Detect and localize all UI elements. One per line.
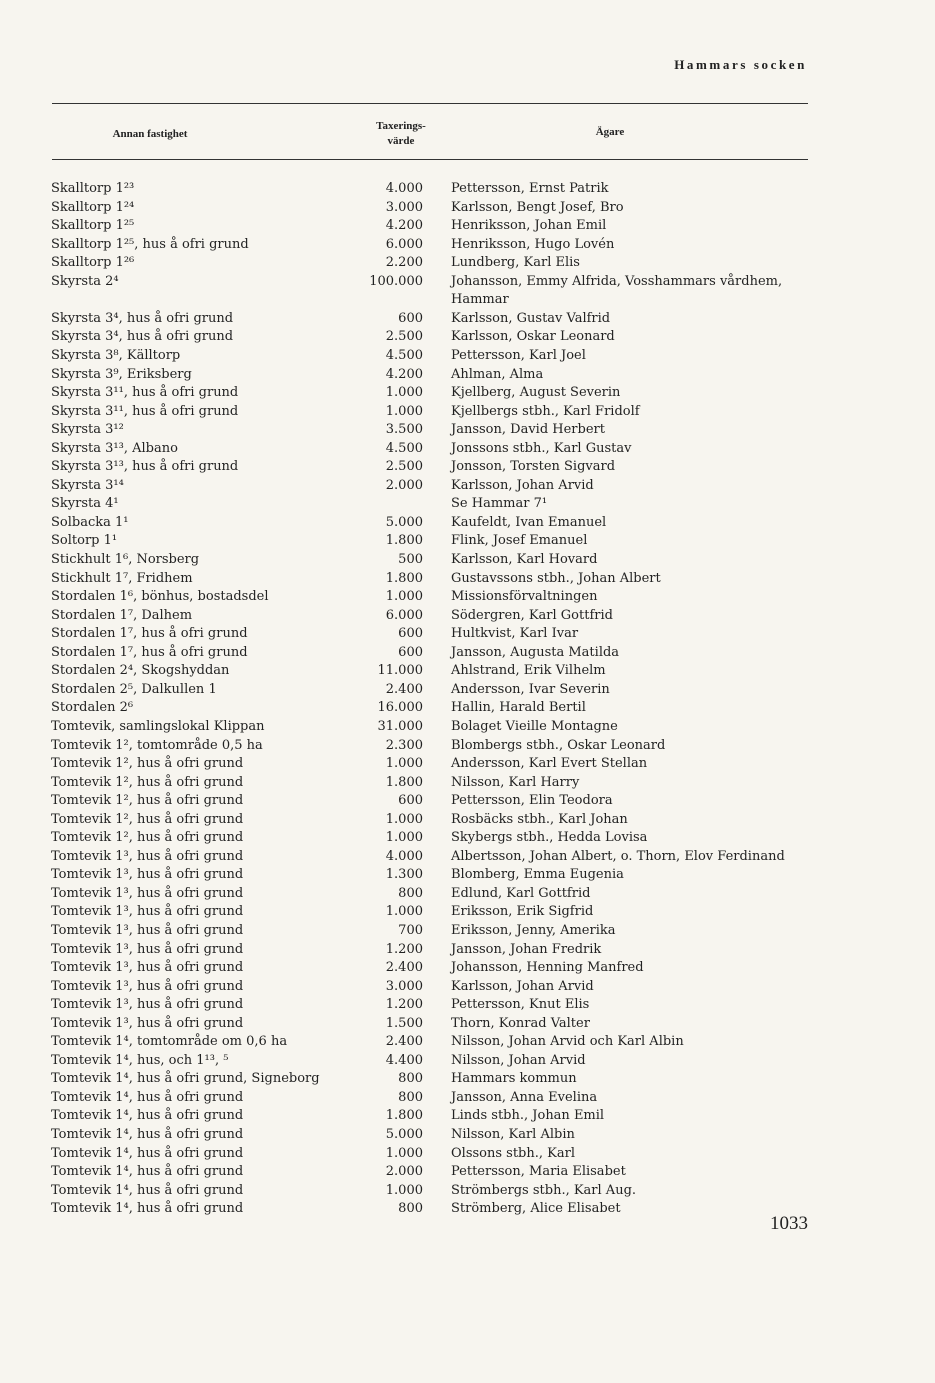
table-row [0,217,935,236]
value-cell: 1.000 [385,811,423,827]
owner-cell: Pettersson, Maria Elisabet [451,1164,626,1180]
property-cell: Tomtevik 1⁴, tomtområde om 0,6 ha [51,1034,288,1050]
table-row [0,903,935,922]
owner-cell: Jonsson, Torsten Sigvard [451,459,616,475]
table-row [0,1089,935,1108]
property-cell: Tomtevik 1², hus å ofri grund [51,756,244,772]
table-row [0,941,935,960]
value-cell: 1.300 [385,867,423,883]
owner-cell: Kaufeldt, Ivan Emanuel [451,514,607,530]
table-row [0,848,935,867]
owner-cell: Karlsson, Bengt Josef, Bro [451,199,624,215]
table-row [0,254,935,273]
table-row [0,514,935,533]
property-cell: Solbacka 1¹ [51,514,129,530]
value-cell: 1.000 [385,830,423,846]
owner-cell: Flink, Josef Emanuel [451,533,588,549]
property-cell: Tomtevik 1⁴, hus å ofri grund, Signeborg [51,1071,320,1087]
property-cell: Skalltorp 1²⁵, hus å ofri grund [51,236,249,252]
value-cell: 2.400 [385,681,423,697]
property-cell: Tomtevik 1³, hus å ofri grund [51,1015,244,1031]
table-row [0,366,935,385]
property-cell: Tomtevik 1⁴, hus å ofri grund [51,1182,244,1198]
value-cell: 1.500 [385,1015,423,1031]
value-cell: 1.000 [385,385,423,401]
owner-cell: Pettersson, Karl Joel [451,348,586,364]
owner-cell: Bolaget Vieille Montagne [451,718,618,734]
table-row [0,737,935,756]
table-row [0,922,935,941]
property-cell: Tomtevik 1⁴, hus å ofri grund [51,1108,244,1124]
owner-cell: Strömberg, Alice Elisabet [451,1201,621,1217]
table-row [0,570,935,589]
owner-cell: Jansson, David Herbert [451,422,605,438]
property-cell: Skalltorp 1²⁵ [51,218,135,234]
value-cell: 800 [398,1201,423,1217]
value-cell: 31.000 [377,718,423,734]
value-cell: 1.800 [385,570,423,586]
value-cell: 2.500 [385,459,423,475]
value-cell: 5.000 [385,514,423,530]
property-cell: Tomtevik 1⁴, hus å ofri grund [51,1126,244,1142]
owner-cell: Johansson, Henning Manfred [451,960,644,976]
owner-cell: Skybergs stbh., Hedda Lovisa [451,830,648,846]
value-cell: 2.000 [385,477,423,493]
value-cell: 1.800 [385,533,423,549]
table-row [0,978,935,997]
property-cell: Skyrsta 3⁴, hus å ofri grund [51,329,234,345]
table-row [0,644,935,663]
owner-cell: Blombergs stbh., Oskar Leonard [451,737,666,753]
table-row [0,959,935,978]
value-cell: 1.000 [385,1145,423,1161]
property-cell: Tomtevik 1⁴, hus, och 1¹³, ⁵ [51,1052,229,1068]
owner-cell: Nilsson, Karl Harry [451,774,580,790]
table-row [0,403,935,422]
value-cell: 1.800 [385,1108,423,1124]
header-rule-bottom [52,159,808,160]
table-row [0,421,935,440]
property-cell: Tomtevik 1⁴, hus å ofri grund [51,1201,244,1217]
property-cell: Skalltorp 1²³ [51,181,135,196]
table-row [0,440,935,459]
property-cell: Stordalen 1⁷, Dalhem [51,607,193,623]
property-cell: Tomtevik 1³, hus å ofri grund [51,997,244,1013]
owner-cell: Jansson, Anna Evelina [451,1089,598,1105]
value-cell: 3.500 [385,422,423,438]
owner-cell: Nilsson, Johan Arvid och Karl Albin [451,1034,684,1050]
value-cell: 4.000 [385,848,423,864]
owner-cell: Nilsson, Johan Arvid [451,1052,586,1068]
owner-cell: Thorn, Konrad Valter [451,1015,590,1031]
property-cell: Skyrsta 2⁴ [51,273,119,289]
table-row [0,384,935,403]
property-cell: Tomtevik, samlingslokal Klippan [51,718,265,734]
owner-cell: Strömbergs stbh., Karl Aug. [451,1182,637,1198]
table-row [0,755,935,774]
owner-cell: Jonssons stbh., Karl Gustav [451,440,632,456]
property-cell: Tomtevik 1⁴, hus å ofri grund [51,1145,244,1161]
value-cell: 16.000 [377,700,423,716]
value-cell: 600 [398,793,423,809]
value-cell: 600 [398,310,423,326]
column-header-owner: Ägare [595,126,625,138]
property-cell: Stordalen 2⁵, Dalkullen 1 [51,681,217,697]
value-cell: 6.000 [385,236,423,252]
value-cell: 2.500 [385,329,423,345]
table-row [0,662,935,681]
table-row [0,1070,935,1089]
property-cell: Tomtevik 1⁴, hus å ofri grund [51,1089,244,1105]
property-cell: Tomtevik 1², tomtområde 0,5 ha [51,737,263,753]
owner-cell: Ahlman, Alma [451,366,544,382]
table-row [0,607,935,626]
value-cell: 4.000 [385,181,423,196]
table-row [0,1015,935,1034]
property-cell: Skyrsta 4¹ [51,496,119,512]
value-cell: 3.000 [385,978,423,994]
table-row [0,180,935,199]
property-cell: Tomtevik 1³, hus å ofri grund [51,848,244,864]
value-cell: 1.200 [385,997,423,1013]
owner-cell: Gustavssons stbh., Johan Albert [451,570,661,586]
property-cell: Skyrsta 3¹³, hus å ofri grund [51,459,239,475]
table-row [0,551,935,570]
value-cell: 800 [398,885,423,901]
table-row [0,866,935,885]
table-row [0,829,935,848]
table-row [0,1163,935,1182]
table-row [0,347,935,366]
property-cell: Stickhult 1⁷, Fridhem [51,570,193,586]
owner-cell: Karlsson, Karl Hovard [451,552,598,568]
property-cell: Stordalen 2⁶ [51,700,134,716]
table-row [0,699,935,718]
table-row [0,885,935,904]
owner-cell: Jansson, Johan Fredrik [451,941,602,957]
table-row [0,328,935,347]
property-cell: Stordalen 1⁷, hus å ofri grund [51,626,248,642]
owner-cell: Blomberg, Emma Eugenia [451,867,624,883]
value-cell: 4.500 [385,348,423,364]
value-cell: 100.000 [369,273,423,289]
table-row [0,273,935,310]
property-cell: Soltorp 1¹ [51,533,118,549]
table-row [0,236,935,255]
property-cell: Tomtevik 1⁴, hus å ofri grund [51,1164,244,1180]
table-row [0,1126,935,1145]
owner-cell: Nilsson, Karl Albin [451,1126,575,1142]
table-row [0,1145,935,1164]
page-number: 1033 [770,1213,808,1234]
owner-cell: Pettersson, Ernst Patrik [451,181,609,196]
property-cell: Tomtevik 1³, hus å ofri grund [51,867,244,883]
value-cell: 600 [398,644,423,660]
owner-cell: Johansson, Emmy Alfrida, Vosshammars vårdhem, Hammar [451,273,783,307]
owner-cell: Karlsson, Johan Arvid [451,477,594,493]
value-cell: 2.300 [385,737,423,753]
column-header-value: Taxerings- värde [376,120,426,147]
value-cell: 700 [398,922,423,938]
value-cell: 1.200 [385,941,423,957]
property-cell: Tomtevik 1³, hus å ofri grund [51,960,244,976]
owner-cell: Ahlstrand, Erik Vilhelm [451,663,606,679]
owner-cell: Edlund, Karl Gottfrid [451,885,591,901]
value-cell: 1.000 [385,589,423,605]
owner-cell: Linds stbh., Johan Emil [451,1108,605,1124]
owner-cell: Henriksson, Johan Emil [451,218,607,234]
property-cell: Skyrsta 3¹² [51,422,124,438]
owner-cell: Karlsson, Gustav Valfrid [451,310,611,326]
property-cell: Stordalen 2⁴, Skogshyddan [51,663,230,679]
table-row [0,996,935,1015]
property-cell: Tomtevik 1³, hus å ofri grund [51,904,244,920]
owner-cell: Andersson, Ivar Severin [451,681,610,697]
value-cell: 4.500 [385,440,423,456]
value-cell: 1.000 [385,1182,423,1198]
running-title: Hammars socken [674,57,807,72]
property-cell: Stickhult 1⁶, Norsberg [51,552,200,568]
property-cell: Skyrsta 3⁴, hus å ofri grund [51,310,234,326]
owner-cell: Lundberg, Karl Elis [451,255,580,271]
value-cell: 2.000 [385,1164,423,1180]
property-cell: Tomtevik 1², hus å ofri grund [51,811,244,827]
owner-cell: Pettersson, Elin Teodora [451,793,613,809]
property-cell: Skyrsta 3¹⁴ [51,477,124,493]
property-cell: Tomtevik 1², hus å ofri grund [51,830,244,846]
owner-cell: Jansson, Augusta Matilda [451,644,620,660]
owner-cell: Kjellbergs stbh., Karl Fridolf [451,403,640,419]
property-cell: Stordalen 1⁷, hus å ofri grund [51,644,248,660]
table-row [0,1052,935,1071]
owner-cell: Karlsson, Oskar Leonard [451,329,615,345]
table-row [0,718,935,737]
value-cell: 11.000 [377,663,423,679]
value-cell: 800 [398,1071,423,1087]
value-cell: 1.000 [385,403,423,419]
column-header-property: Annan fastighet [112,128,188,140]
property-cell: Tomtevik 1², hus å ofri grund [51,774,244,790]
owner-cell: Missionsförvaltningen [451,589,598,605]
value-cell: 1.000 [385,756,423,772]
owner-cell: Eriksson, Erik Sigfrid [451,904,594,920]
owner-cell: Rosbäcks stbh., Karl Johan [451,811,628,827]
table-row [0,199,935,218]
value-cell: 600 [398,626,423,642]
property-cell: Tomtevik 1³, hus å ofri grund [51,978,244,994]
value-cell: 500 [398,552,423,568]
value-cell: 2.200 [385,255,423,271]
owner-cell: Pettersson, Knut Elis [451,997,590,1013]
property-cell: Tomtevik 1³, hus å ofri grund [51,922,244,938]
property-cell: Skyrsta 3⁸, Källtorp [51,348,181,364]
property-cell: Skyrsta 3⁹, Eriksberg [51,366,192,382]
table-row [0,625,935,644]
owner-cell: Eriksson, Jenny, Amerika [451,922,616,938]
value-cell: 2.400 [385,960,423,976]
property-cell: Skyrsta 3¹¹, hus å ofri grund [51,403,239,419]
property-cell: Skalltorp 1²⁶ [51,255,135,271]
property-table [0,180,935,1219]
value-cell: 4.200 [385,218,423,234]
owner-cell: Hammars kommun [451,1071,577,1087]
property-cell: Skyrsta 3¹¹, hus å ofri grund [51,385,239,401]
value-cell: 1.800 [385,774,423,790]
table-row [0,458,935,477]
table-row [0,1033,935,1052]
header-rule-top [52,103,808,104]
value-cell: 4.200 [385,366,423,382]
owner-cell: Olssons stbh., Karl [451,1145,575,1161]
property-cell: Stordalen 1⁶, bönhus, bostadsdel [51,589,269,605]
owner-cell: Se Hammar 7¹ [451,496,548,512]
table-row [0,681,935,700]
value-cell: 3.000 [385,199,423,215]
value-cell: 2.400 [385,1034,423,1050]
table-row [0,588,935,607]
owner-cell: Albertsson, Johan Albert, o. Thorn, Elov Ferdinand [451,848,785,864]
owner-cell: Södergren, Karl Gottfrid [451,607,613,623]
table-row [0,532,935,551]
table-row [0,1182,935,1201]
table-row [0,1107,935,1126]
table-row [0,477,935,496]
property-cell: Tomtevik 1³, hus å ofri grund [51,941,244,957]
owner-cell: Kjellberg, August Severin [451,385,621,401]
value-cell: 800 [398,1089,423,1105]
owner-cell: Hultkvist, Karl Ivar [451,626,579,642]
value-cell: 6.000 [385,607,423,623]
value-cell: 5.000 [385,1126,423,1142]
owner-cell: Karlsson, Johan Arvid [451,978,594,994]
property-cell: Skalltorp 1²⁴ [51,199,135,215]
table-row [0,792,935,811]
table-row [0,774,935,793]
property-cell: Skyrsta 3¹³, Albano [51,440,178,456]
property-cell: Tomtevik 1², hus å ofri grund [51,793,244,809]
table-row [0,495,935,514]
owner-cell: Andersson, Karl Evert Stellan [451,756,648,772]
table-row [0,310,935,329]
owner-cell: Henriksson, Hugo Lovén [451,236,615,252]
table-row [0,811,935,830]
value-cell: 1.000 [385,904,423,920]
owner-cell: Hallin, Harald Bertil [451,700,586,716]
value-cell: 4.400 [385,1052,423,1068]
property-cell: Tomtevik 1³, hus å ofri grund [51,885,244,901]
